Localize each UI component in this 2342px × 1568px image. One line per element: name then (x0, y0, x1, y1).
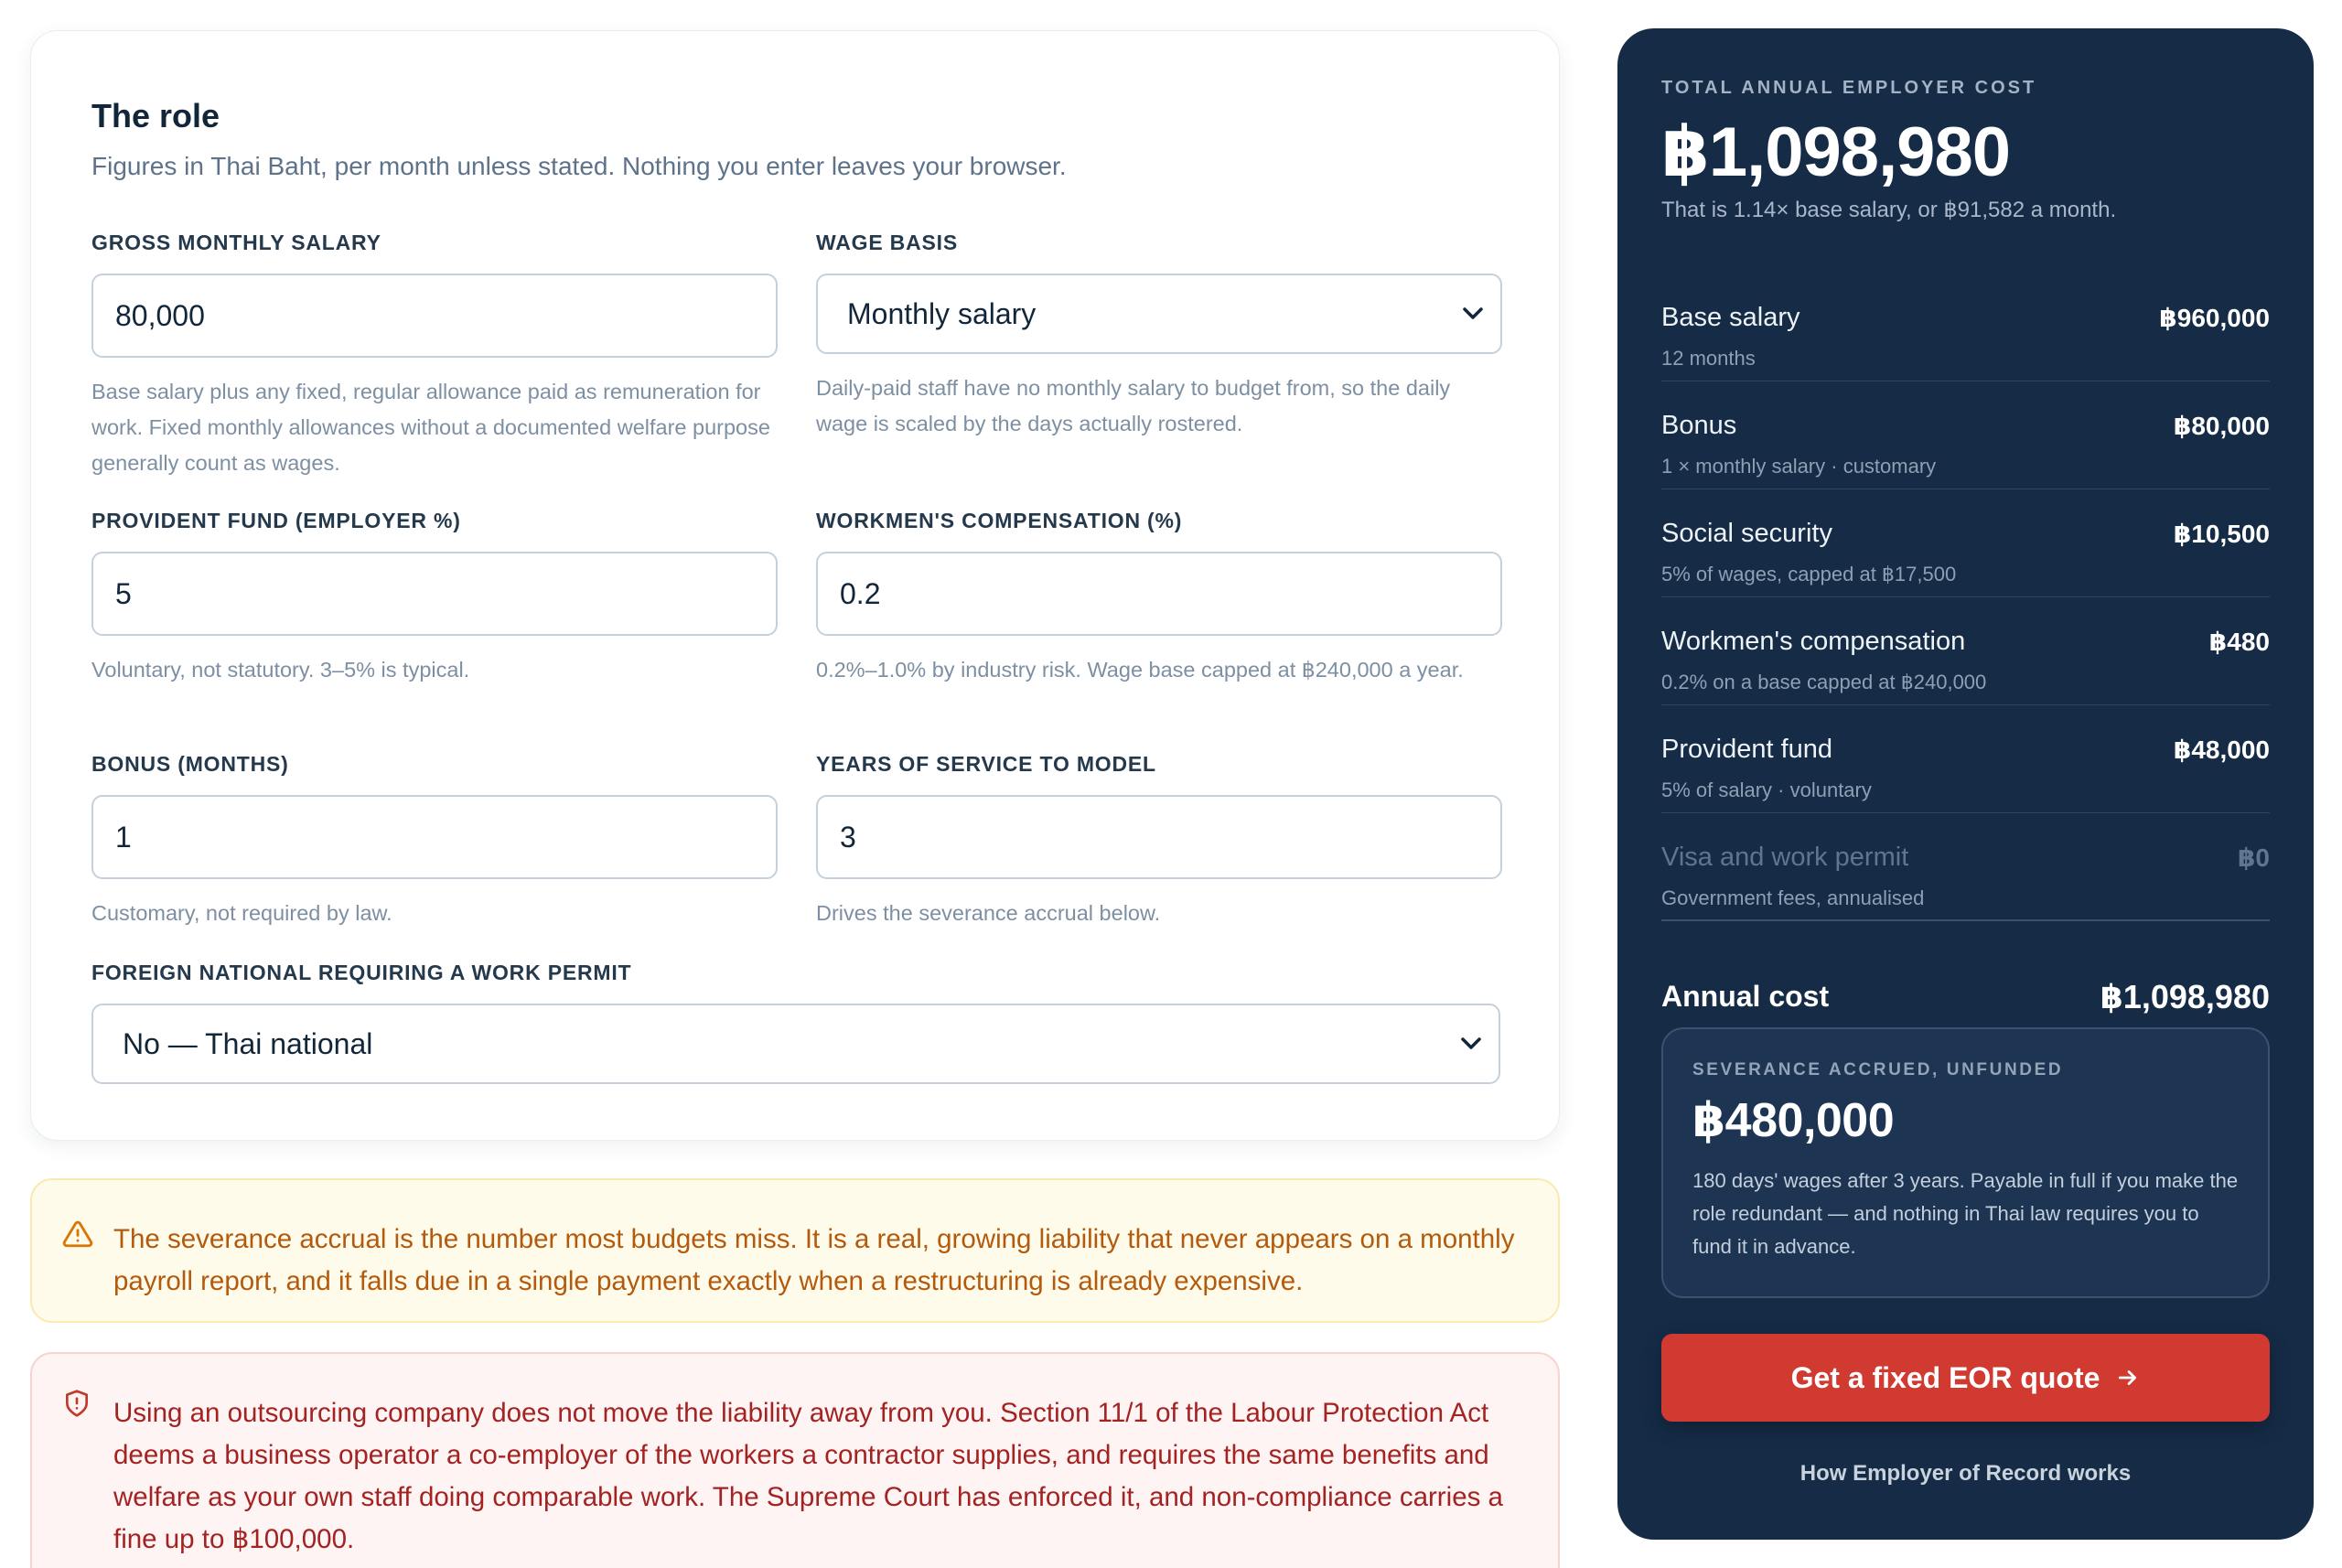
cost-line-value: ฿10,500 (2173, 520, 2270, 548)
warning-text: The severance accrual is the number most budgets miss. It is a real, growing liability that never appears on a monthly payroll report, and it falls due in a single payment exactly when a restructuring is already expensive. (113, 1224, 1515, 1296)
bonus-label: BONUS (MONTHS) (91, 752, 289, 776)
cost-line-value: ฿0 (2237, 843, 2270, 872)
annual-cost-label: Annual cost (1661, 980, 1830, 1013)
wage-basis-help: Daily-paid staff have no monthly salary to budget from, so the daily wage is scaled by the days actually rostered. (816, 376, 1451, 435)
cost-line-provident-fund (1661, 705, 2270, 813)
cost-line-note: 0.2% on a base capped at ฿240,000 (1661, 671, 1987, 693)
role-form-card (30, 30, 1560, 1141)
chevron-down-icon (1458, 1031, 1484, 1057)
foreign-national-select[interactable] (91, 1004, 1500, 1084)
cost-line-value: ฿480 (2208, 628, 2270, 656)
total-cost-subtext: That is 1.14× base salary, or ฿91,582 a month. (1661, 198, 2117, 222)
severance-eyebrow: SEVERANCE ACCRUED, UNFUNDED (1692, 1060, 2064, 1079)
gross-salary-help: Base salary plus any fixed, regular allowance paid as remuneration for work. Fixed monthly allowances without a documented welfare purpose generally count as wages. (91, 380, 770, 475)
get-quote-button[interactable] (1661, 1334, 2270, 1422)
provident-fund-input[interactable] (91, 552, 778, 636)
error-text: Using an outsourcing company does not move the liability away from you. Section 11/1 of the Labour Protection Act deems a business operator a co-employer of the workers a contractor supplies, and requires the same benefits and welfare as your own staff doing comparable work. The Supreme Court has enforced it, and non-compliance carries a fine up to ฿100,000. (113, 1398, 1503, 1554)
provident-fund-value: 5 (115, 576, 132, 610)
provident-fund-help: Voluntary, not statutory. 3–5% is typical. (91, 658, 470, 682)
cost-line-label: Bonus (1661, 411, 1737, 440)
foreign-national-value: No — Thai national (123, 1026, 373, 1060)
get-quote-label: Get a fixed EOR quote (1790, 1360, 2100, 1394)
warning-triangle-icon (62, 1219, 95, 1251)
years-service-field (816, 752, 1502, 931)
gross-salary-label: GROSS MONTHLY SALARY (91, 231, 381, 254)
cost-line-visa-permit (1661, 813, 2270, 921)
provident-fund-field (91, 509, 778, 688)
cost-line-label: Workmen's compensation (1661, 627, 1966, 656)
cost-line-value: ฿48,000 (2173, 736, 2270, 764)
cost-line-workmens-comp (1661, 597, 2270, 705)
cost-line-base-salary (1661, 274, 2270, 381)
gross-salary-field (91, 231, 778, 481)
gross-salary-input[interactable] (91, 274, 778, 358)
cost-line-note: 1 × monthly salary · customary (1661, 455, 1937, 478)
years-service-label: YEARS OF SERVICE TO MODEL (816, 752, 1156, 776)
gross-salary-value: 80,000 (115, 298, 205, 332)
workmens-comp-help: 0.2%–1.0% by industry risk. Wage base capped at ฿240,000 a year. (816, 658, 1464, 682)
wage-basis-label: WAGE BASIS (816, 231, 958, 254)
years-service-value: 3 (840, 820, 856, 854)
cost-line-note: 5% of wages, capped at ฿17,500 (1661, 563, 1957, 585)
outsourcing-error-notice (30, 1352, 1560, 1568)
provident-fund-label: PROVIDENT FUND (EMPLOYER %) (91, 509, 461, 532)
arrow-right-icon (2116, 1366, 2140, 1390)
bonus-help: Customary, not required by law. (91, 901, 392, 925)
bonus-field (91, 752, 778, 931)
wage-basis-field (816, 231, 1502, 442)
cost-summary-panel (1617, 28, 2314, 1540)
cost-line-note: 5% of salary · voluntary (1661, 779, 1872, 801)
chevron-down-icon (1460, 301, 1486, 327)
how-eor-works-link[interactable]: How Employer of Record works (1799, 1461, 2132, 1486)
bonus-input[interactable] (91, 795, 778, 879)
cost-line-note: 12 months (1661, 347, 1756, 370)
severance-value: ฿480,000 (1692, 1094, 1895, 1147)
years-service-help: Drives the severance accrual below. (816, 901, 1161, 925)
shield-alert-icon (62, 1389, 95, 1422)
cost-line-note: Government fees, annualised (1661, 886, 1925, 909)
bonus-value: 1 (115, 820, 132, 854)
foreign-national-label: FOREIGN NATIONAL REQUIRING A WORK PERMIT (91, 961, 632, 984)
wage-basis-select[interactable] (816, 274, 1502, 354)
severance-warning-notice (30, 1178, 1560, 1323)
severance-note: 180 days' wages after 3 years. Payable in full if you make the role redundant — and nothing in Thai law requires you to fund it in advance. (1692, 1169, 2239, 1258)
years-service-input[interactable] (816, 795, 1502, 879)
wage-basis-value: Monthly salary (847, 296, 1037, 330)
form-title: The role (91, 97, 220, 134)
cost-line-label: Visa and work permit (1661, 843, 1909, 872)
cost-line-label: Base salary (1661, 303, 1800, 332)
cost-line-label: Social security (1661, 519, 1832, 548)
cost-line-social-security (1661, 489, 2270, 597)
total-cost-value: ฿1,098,980 (1661, 113, 2010, 191)
workmens-comp-value: 0.2 (840, 576, 881, 610)
severance-box (1661, 1027, 2270, 1298)
workmens-comp-input[interactable] (816, 552, 1502, 636)
workmens-comp-field (816, 509, 1502, 688)
cost-line-label: Provident fund (1661, 735, 1833, 764)
annual-cost-value: ฿1,098,980 (2100, 978, 2270, 1015)
workmens-comp-label: WORKMEN'S COMPENSATION (%) (816, 509, 1183, 532)
cost-line-value: ฿80,000 (2173, 412, 2270, 440)
foreign-national-field (91, 961, 1500, 1084)
cost-breakdown-list (1661, 274, 2270, 921)
cost-line-value: ฿960,000 (2159, 304, 2270, 332)
form-subtitle: Figures in Thai Baht, per month unless stated. Nothing you enter leaves your browser. (91, 152, 1067, 180)
cost-line-bonus (1661, 381, 2270, 489)
total-cost-eyebrow: TOTAL ANNUAL EMPLOYER COST (1661, 78, 2037, 98)
